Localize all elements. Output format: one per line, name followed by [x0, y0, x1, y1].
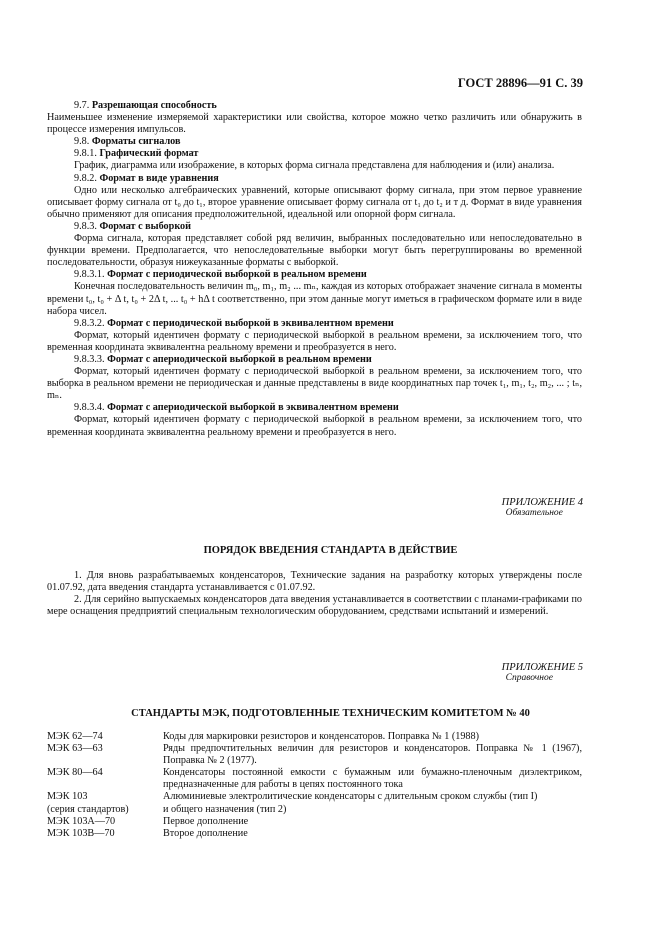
clause-heading: 9.8.3.2. Формат с периодической выборкой в эквивалентном времени: [74, 317, 394, 329]
clause-heading: 9.8.1. Графический формат: [74, 148, 199, 160]
standard-row: МЭК 103 Алюминиевые электролитические конденсаторы с длительным сроком службы (тип I): [47, 791, 538, 803]
appendix-4-label: [502, 497, 583, 518]
section-heading: СТАНДАРТЫ МЭК, ПОДГОТОВЛЕННЫЕ ТЕХНИЧЕСКИМ КОМИТЕТОМ № 40: [131, 708, 530, 719]
page-header: ГОСТ 28896—91 С. 39: [457, 76, 583, 90]
clause-text: Одно или несколько алгебраических уравнений, которые описывают форму сигнала, при этом первое уравнение описывает форму сигнала от t₀ до t₁, второе уравнение описывает форму сигнала от t₁ до t₂ и т д. Формат в виде уравнения обычно применяют для описания предположительной, идеальной или опорной форм сигнала.: [47, 184, 582, 220]
section-4-body: [47, 570, 582, 618]
clause-text: Формат, который идентичен формату с периодической выборкой в реальном времени, за исключением того, что временная координата эквивалентна реальному времени и преобразуется в него.: [47, 414, 582, 438]
standard-row: МЭК 80—64 Конденсаторы постоянной емкости с бумажным или бумажно-пленочным диэлектриком, предназначенные для работы в цепях постоянного тока: [47, 767, 582, 791]
clause-heading: 9.8.3. Формат с выборкой: [74, 220, 192, 232]
clause-text: Конечная последовательность величин m₀, m₁, m₂ ... mₙ, каждая из которых отображает значение сигнала в моменты времени t₀, t₀ + Δ t, t₀ + 2Δ t, ... t₀ + hΔ t соответственно, при этом данные могут иметься в графическом формате или в виде набора чисел.: [47, 281, 582, 317]
appendix-title: ПРИЛОЖЕНИЕ 4: [501, 497, 583, 508]
appendix-title: ПРИЛОЖЕНИЕ 5: [501, 662, 583, 673]
section-paragraph: 1. Для вновь разрабатываемых конденсаторов, Технические задания на разработку которых утверждены после 01.07.92, дата введения стандарта устанавливается с 01.07.92.: [47, 570, 582, 594]
clause-heading: 9.7. Разрешающая способность: [74, 100, 217, 111]
standard-row: МЭК 62—74 Коды для маркировки резисторов и конденсаторов. Поправка № 1 (1988): [47, 731, 479, 742]
standard-row: МЭК 103В—70 Второе дополнение: [47, 827, 248, 839]
standard-row: МЭК 103А—70 Первое дополнение: [47, 815, 249, 827]
clause-heading: 9.8.2. Формат в виде уравнения: [74, 172, 219, 184]
clause-text: Формат, который идентичен формату с периодической выборкой в реальном времени, за исключением того, что временная координата эквивалентна реальному времени и преобразуется в него.: [47, 329, 582, 353]
section-heading: ПОРЯДОК ВВЕДЕНИЯ СТАНДАРТА В ДЕЙСТВИЕ: [203, 545, 458, 556]
appendix-status: Справочное: [505, 673, 553, 683]
definitions-body: [47, 100, 582, 439]
standard-row: (серия стандартов) и общего назначения (тип 2): [47, 803, 287, 815]
clause-heading: 9.8.3.4. Формат с апериодической выборкой в эквивалентном времени: [74, 402, 399, 414]
appendix-5-label: [502, 662, 583, 683]
standards-list: [47, 731, 582, 840]
clause-text: Формат, который идентичен формату с периодической выборкой в реальном времени, за исключением того, что выборка в реальном времени не периодическая и данные представлены в виде координатных пар точек t₁, m₁, t₂, m₂, ... ; tₙ, mₙ.: [47, 366, 582, 402]
clause-text: Наименьшее изменение измеряемой характеристики или свойства, которое можно четко различить или обнаружить в процессе измерения импульсов.: [47, 112, 582, 136]
appendix-status: Обязательное: [505, 508, 563, 518]
clause-heading: 9.8.3.3. Формат с апериодической выборкой в реальном времени: [74, 353, 372, 365]
clause-text: График, диаграмма или изображение, в которых форма сигнала представлена для наблюдения и (или) анализа.: [74, 160, 555, 172]
clause-text: Форма сигнала, которая представляет собой ряд величин, выбранных последовательно или непоследовательно в функции времени. Предполагается, что непоследовательные выборки могут быть перегруппированы во временной последовательности, образуя нижеуказанные форматы с выборкой.: [47, 233, 582, 269]
clause-heading: 9.8. Форматы сигналов: [74, 136, 181, 148]
clause-heading: 9.8.3.1. Формат с периодической выборкой в реальном времени: [74, 269, 367, 281]
section-paragraph: 2. Для серийно выпускаемых конденсаторов дата введения устанавливается в соответствии с планами-графиками по мере оснащения предприятий специальным технологическим оборудованием, средствами испытаний и измерений.: [47, 594, 582, 618]
standard-row: МЭК 63—63 Ряды предпочтительных величин для резисторов и конденсаторов. Поправка № 1 (1967), Поправка № 2 (1977).: [47, 743, 582, 767]
